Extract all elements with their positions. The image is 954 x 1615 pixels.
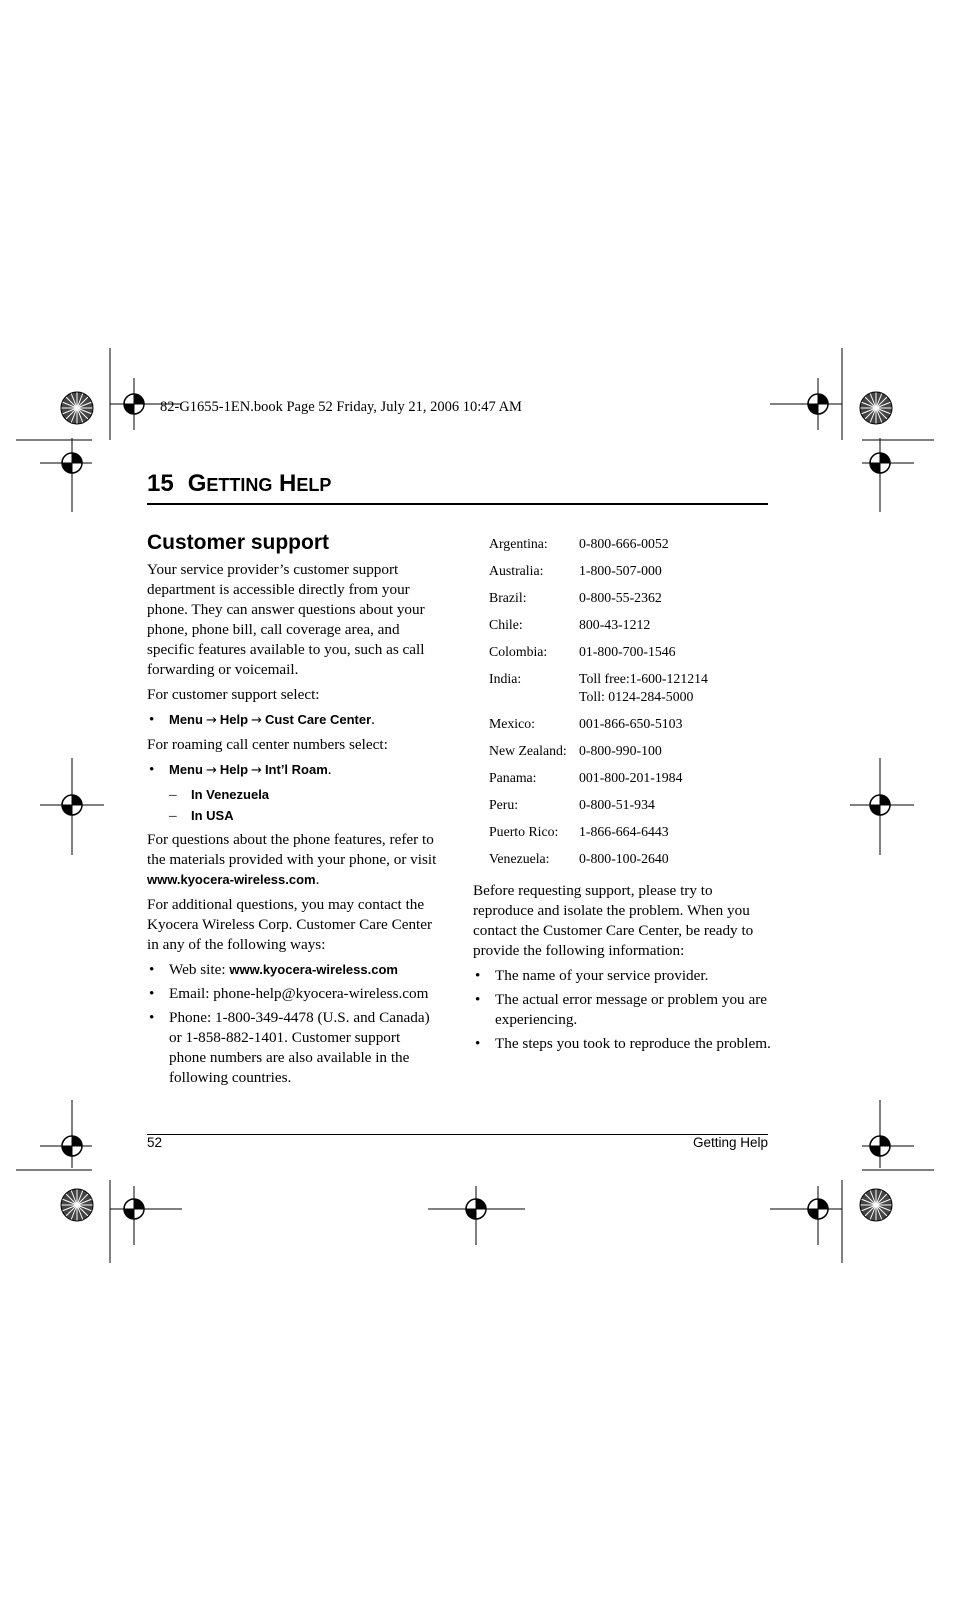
phone-number: 1-866-664-6443 — [579, 824, 669, 839]
path-end: . — [327, 761, 332, 778]
country-name: Chile: — [489, 617, 523, 632]
country-row — [489, 562, 708, 589]
contact-list — [147, 960, 439, 1088]
country-name: Argentina: — [489, 536, 548, 551]
phone-number: Toll free:1-600-121214 — [579, 671, 708, 686]
country-number — [579, 562, 708, 589]
before-paragraph: Before requesting support, please try to reproduce and isolate the problem. When you contact the Customer Care Center, be ready to provide the following information: — [473, 882, 754, 959]
phone-number: 0-800-666-0052 — [579, 536, 669, 551]
country-name: Mexico: — [489, 716, 535, 731]
contact-phone: • Phone: 1-800-349-4478 (U.S. and Canada) or 1-858-882-1401. Customer support phone numbers are also available in the following countries. — [149, 1009, 430, 1086]
country-name: Puerto Rico: — [489, 824, 559, 839]
country-number — [579, 670, 708, 715]
section-title: Customer support — [147, 531, 330, 554]
contact-email: • Email: phone-help@kyocera-wireless.com — [149, 985, 429, 1002]
support-path — [147, 710, 439, 731]
country-number — [579, 742, 708, 769]
left-column — [147, 530, 439, 1092]
bullet: • — [149, 985, 155, 1002]
country-row — [489, 823, 708, 850]
page-number: 52 — [147, 1135, 163, 1150]
country-name: New Zealand: — [489, 743, 567, 758]
country-number — [579, 616, 708, 643]
country-row — [489, 742, 708, 769]
intro-paragraph: Your service provider’s customer support department is accessible directly from your phone. They can answer questions about your phone, phone bill, call coverage area, and specific features available to you, such as call forwarding or voicemail. — [147, 561, 425, 678]
phone-number: 0-800-51-934 — [579, 797, 655, 812]
footer-section-title: Getting Help — [692, 1135, 768, 1150]
path-cust-care: Cust Care Center — [264, 712, 372, 727]
info-item: • The steps you took to reproduce the problem. — [475, 1035, 771, 1052]
info-item: • The actual error message or problem you are experiencing. — [475, 991, 767, 1028]
phone-number: 01-800-700-1546 — [579, 644, 676, 659]
country-phone-table — [489, 535, 708, 877]
country-name: Australia: — [489, 563, 544, 578]
roam-option: – In Venezuela — [169, 786, 270, 803]
country-row — [489, 535, 708, 562]
dash: – — [169, 807, 177, 824]
path-help: Help — [219, 712, 249, 727]
country-row — [489, 589, 708, 616]
print-slug: 82-G1655-1EN.book Page 52 Friday, July 21, 2006 10:47 AM — [160, 399, 522, 415]
country-name: India: — [489, 671, 522, 686]
features-paragraph: For questions about the phone features, refer to the materials provided with your phone, or visit www.kyocera-wireless.com. — [147, 831, 437, 888]
country-number — [579, 643, 708, 670]
phone-number: 0-800-990-100 — [579, 743, 662, 758]
country-number — [579, 715, 708, 742]
country-name: Venezuela: — [489, 851, 550, 866]
info-item: • The name of your service provider. — [475, 967, 709, 984]
chapter-title-rest-2: ELP — [296, 475, 332, 495]
additional-paragraph: For additional questions, you may contact the Kyocera Wireless Corp. Customer Care Center in any of the following ways: — [147, 896, 433, 953]
chapter-title-rest-1: ETTING — [206, 475, 273, 495]
info-list — [473, 966, 773, 1054]
country-row — [489, 616, 708, 643]
country-number — [579, 850, 708, 877]
country-name: Peru: — [489, 797, 519, 812]
country-name: Panama: — [489, 770, 537, 785]
chapter-number: 15 — [147, 470, 174, 497]
arrow-icon: → — [251, 713, 262, 728]
phone-number: 001-866-650-5103 — [579, 716, 683, 731]
arrow-icon: → — [205, 713, 217, 728]
bullet: • — [475, 991, 481, 1008]
bullet: • — [149, 1009, 155, 1026]
country-number — [579, 589, 708, 616]
support-path-list — [147, 710, 439, 731]
bullet: • — [149, 961, 155, 978]
country-number — [579, 769, 708, 796]
contact-web: • Web site: www.kyocera-wireless.com — [149, 961, 398, 978]
website-link[interactable]: www.kyocera-wireless.com — [147, 872, 316, 887]
phone-number: 800-43-1212 — [579, 617, 651, 632]
roaming-select-text: For roaming call center numbers select: — [147, 736, 388, 753]
bullet: • — [475, 1035, 481, 1052]
country-name: Colombia: — [489, 644, 548, 659]
roam-option: – In USA — [169, 807, 234, 824]
phone-number: 0-800-100-2640 — [579, 851, 669, 866]
phone-number: 001-800-201-1984 — [579, 770, 683, 785]
country-row — [489, 769, 708, 796]
dash: – — [169, 786, 177, 803]
country-number — [579, 535, 708, 562]
phone-number: 1-800-507-000 — [579, 563, 662, 578]
country-number — [579, 823, 708, 850]
path-menu: Menu — [169, 712, 203, 727]
country-row — [489, 715, 708, 742]
path-intl-roam: Int’l Roam — [264, 762, 328, 777]
country-number — [579, 796, 708, 823]
roam-options — [147, 785, 439, 826]
bullet: • — [149, 711, 155, 728]
chapter-title-initial-h: H — [279, 470, 297, 497]
phone-number: 0-800-55-2362 — [579, 590, 662, 605]
path-help: Help — [219, 762, 249, 777]
phone-number-secondary: Toll: 0124-284-5000 — [579, 689, 694, 704]
arrow-icon: → — [205, 763, 217, 778]
roaming-path — [147, 760, 439, 781]
country-row — [489, 850, 708, 877]
support-select-text: For customer support select: — [147, 686, 320, 703]
path-menu: Menu — [169, 762, 203, 777]
roaming-path-list — [147, 760, 439, 781]
chapter-heading — [147, 470, 331, 498]
website-link[interactable]: www.kyocera-wireless.com — [229, 962, 398, 977]
arrow-icon: → — [251, 763, 262, 778]
country-name: Brazil: — [489, 590, 527, 605]
right-column — [473, 535, 773, 1058]
header-rule — [147, 503, 768, 505]
bullet: • — [149, 761, 155, 778]
path-end: . — [371, 711, 375, 728]
chapter-title-initial-g: G — [187, 470, 207, 497]
country-row — [489, 796, 708, 823]
country-row — [489, 670, 708, 715]
bullet: • — [475, 967, 481, 984]
country-row — [489, 643, 708, 670]
